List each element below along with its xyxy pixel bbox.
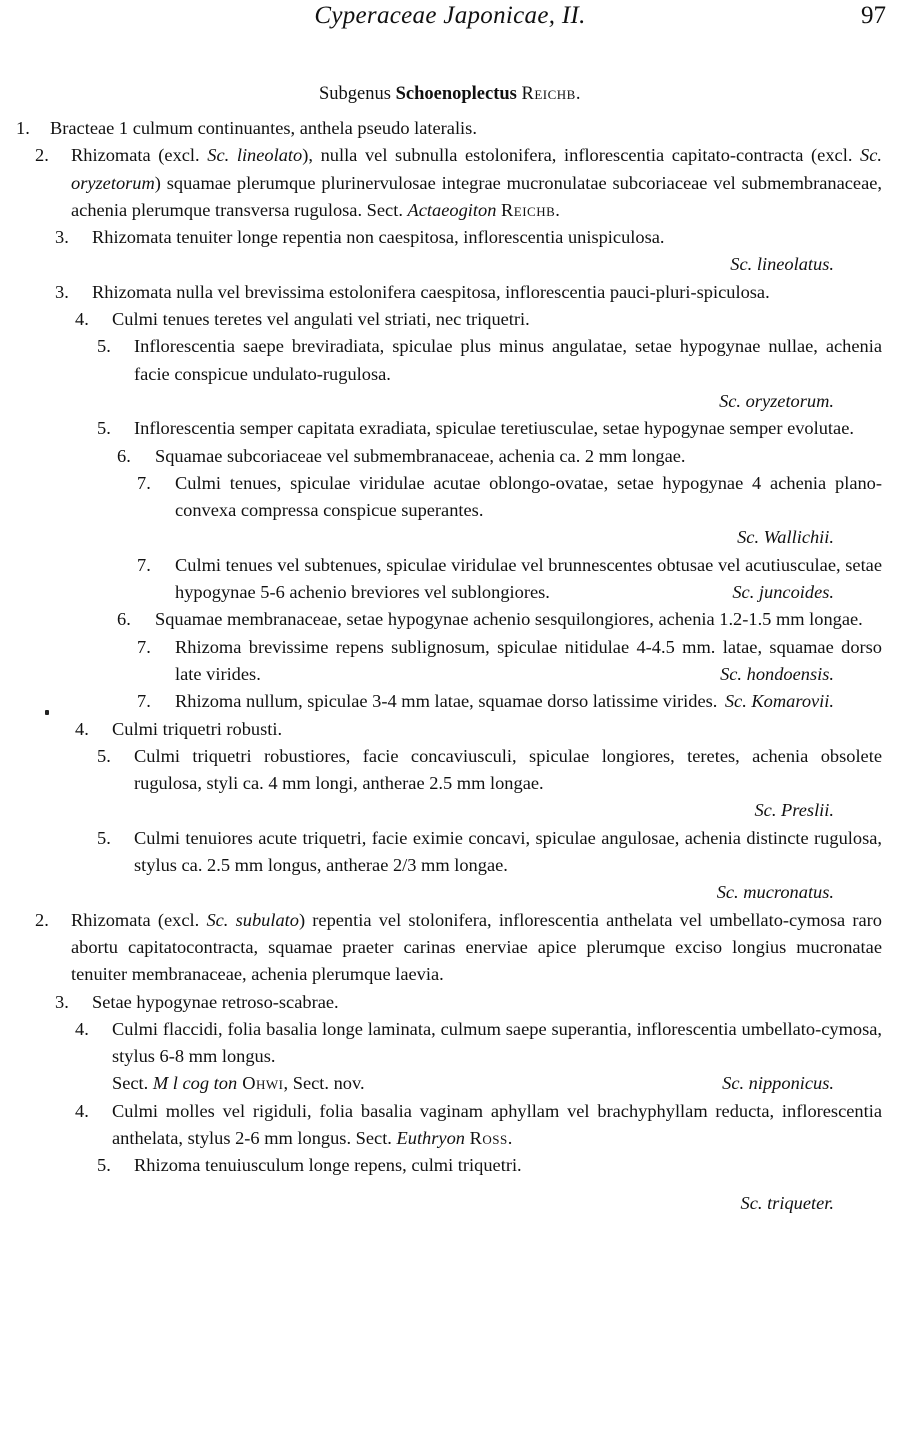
taxon-name: Sc. triqueter. [740,1192,834,1213]
couplet-text [155,443,882,470]
section-name: M l cog ton [152,1073,238,1094]
italic-name: Euthryon [396,1127,465,1148]
key-couplet [0,634,900,689]
key-couplet [0,279,900,306]
taxon-line [0,879,900,906]
taxon-name: Sc. Wallichii. [737,527,834,548]
couplet-number: 6. [117,609,131,630]
section-author: Ohwi [237,1073,284,1094]
couplet-text [134,333,882,388]
key-couplet [0,443,900,470]
entry-text: Bracteae 1 culmum continuantes, anthela pseudo lateralis. [50,118,477,138]
key-couplet [0,552,900,607]
couplet-text [92,279,882,306]
author-abbr: Ross. [469,1127,513,1148]
taxon-name: Sc. Preslii. [754,800,834,821]
taxon-line [0,388,900,415]
italic-name: Sc. subulato [206,909,299,930]
couplet-number: 2. [35,909,49,930]
author-abbr: Reichb. [501,199,561,220]
couplet-text [112,1016,882,1071]
entry-text: Squamae membranaceae, setae hypogynae achenio sesquilongiores, achenia 1.2-1.5 mm longae. [155,609,863,630]
italic-name: Sc. oryzetorum [71,145,883,193]
key-couplet [0,224,900,251]
entry-text: Rhizoma nullum, spiculae 3-4 mm latae, squamae dorso latissime virides. [175,691,718,712]
subgenus-author: Reichb. [521,84,581,104]
couplet-text [175,634,882,689]
subgenus-prefix: Subgenus [319,84,391,104]
text-run: ) repentia vel stolonifera, inflorescentia anthelata vel umbellato-cymosa raro abortu capitatocontracta, squamae praeter carinas enerviae apice plerumque exciso longius mucronatae tenuiter membranaceae, achenia plerumque laevia. [71,909,883,985]
taxon-line [0,251,900,278]
couplet-number: 6. [117,445,131,466]
couplet-text [112,716,882,743]
taxon-name: Sc. oryzetorum. [719,390,834,411]
key-couplet [0,333,900,388]
couplet-number: 3. [55,281,69,302]
entry-text: Squamae subcoriaceae vel submembranaceae, achenia ca. 2 mm longae. [155,445,686,466]
running-head [0,2,900,42]
couplet-text [155,606,882,633]
couplet-text [50,115,882,142]
key-couplet [0,825,900,880]
section-line [0,1070,900,1097]
couplet-number: 5. [97,745,111,766]
couplet-text [175,688,882,715]
key-couplet [0,989,900,1016]
section-prefix: Sect. [112,1073,153,1094]
entry-text: Culmi tenues teretes vel angulati vel striati, nec triquetri. [112,309,530,330]
couplet-text [92,989,882,1016]
subgenus-heading [0,84,900,105]
key-couplet [0,142,900,224]
taxon-name: Sc. nipponicus. [722,1073,834,1094]
couplet-text [92,224,882,251]
couplet-number: 5. [97,827,111,848]
couplet-number: 5. [97,418,111,439]
couplet-number: 5. [97,1155,111,1176]
italic-name: Sc. lineolato [207,145,303,166]
couplet-number: 7. [137,472,151,493]
couplet-text [134,1152,882,1179]
section-text [112,1070,882,1097]
entry-text: Culmi triquetri robustiores, facie concaviusculi, spiculae longiores, teretes, achenia obsolete rugulosa, styli ca. 4 mm longi, antherae 2.5 mm longae. [134,745,882,794]
couplet-number: 4. [75,309,89,330]
key-couplet [0,115,900,142]
section-suffix: , Sect. nov. [283,1073,365,1094]
couplet-number: 2. [35,145,49,166]
couplet-text [112,1098,882,1153]
taxon-name: Sc. hondoensis. [720,663,834,684]
entry-text: Culmi triquetri robusti. [112,718,283,739]
couplet-number: 1. [16,118,30,138]
couplet-number: 7. [137,636,151,657]
taxon-name: Sc. juncoides. [732,582,834,603]
print-speck [45,710,49,715]
key-couplet [0,1152,900,1179]
couplet-number: 7. [137,554,151,575]
key-couplet [0,1016,900,1071]
key-couplet [0,907,900,989]
couplet-number: 7. [137,691,151,712]
key-couplet [0,470,900,525]
text-run: Rhizomata (excl. [71,909,207,930]
couplet-text [112,306,882,333]
couplet-text [175,470,882,525]
key-couplet [0,716,900,743]
key-couplet [0,415,900,442]
entry-text: Rhizomata nulla vel brevissima estolonifera caespitosa, inflorescentia pauci-pluri-spiculosa. [92,281,770,302]
text-run: ) squamae plerumque plurinervulosae integrae mucronulatae subcoriaceae vel submembranaceae, achenia plerumque transversa rugulosa. Sect. [71,172,882,220]
text-run: Culmi molles vel rigiduli, folia basalia vaginam aphyllam vel brachyphyllam reducta, inflorescentia anthelata, stylus 2-6 mm longus. Sect. [112,1100,882,1148]
entry-text: Inflorescentia saepe breviradiata, spiculae plus minus angulatae, setae hypogynae nullae, achenia facie conspicue undulato-rugulosa. [134,336,882,384]
couplet-number: 3. [55,991,69,1012]
couplet-number: 4. [75,718,89,739]
page-number: 97 [861,2,886,29]
entry-text: Culmi tenuiores acute triquetri, facie eximie concavi, spiculae angulosae, achenia distincte rugulosa, stylus ca. 2.5 mm longus, antherae 2/3 mm longae. [134,827,882,876]
key-couplet [0,306,900,333]
text-run: Rhizomata (excl. [71,145,208,166]
italic-name: Actaeogiton [407,199,497,220]
dichotomous-key [0,115,900,1217]
entry-text: Setae hypogynae retroso-scabrae. [92,991,339,1012]
couplet-text [71,142,882,224]
key-couplet [0,1098,900,1153]
couplet-text [134,415,882,442]
couplet-number: 5. [97,336,111,357]
taxon-name: Sc. Komarovii. [724,691,834,712]
entry-text: Culmi flaccidi, folia basalia longe laminata, culmum saepe superantia, inflorescentia umbellato-cymosa, stylus 6-8 mm longus. [112,1018,882,1067]
couplet-number: 3. [55,227,69,248]
taxon-name: Sc. lineolatus. [730,254,834,275]
entry-text: Culmi tenues, spiculae viridulae acutae oblongo-ovatae, setae hypogynae 4 achenia plano-convexa compressa conspicue superantes. [175,472,882,521]
taxon-line [0,1190,900,1217]
key-couplet [0,688,900,715]
couplet-text [134,743,882,798]
couplet-text [134,825,882,880]
entry-text: Rhizoma tenuiusculum longe repens, culmi triquetri. [134,1155,522,1176]
spacer [0,1180,900,1190]
entry-text: Rhizoma brevissime repens sublignosum, spiculae nitidulae 4-4.5 mm. latae, squamae dorso late virides. [175,636,882,684]
taxon-name: Sc. mucronatus. [716,882,834,903]
entry-text: Rhizomata tenuiter longe repentia non caespitosa, inflorescentia unispiculosa. [92,227,665,248]
running-title: Cyperaceae Japonicae, II. [314,2,586,29]
couplet-text [71,907,882,989]
taxon-line [0,524,900,551]
entry-text: Culmi tenues vel subtenues, spiculae viridulae vel brunnescentes obtusae vel acutiusculae, setae hypogynae 5-6 achenio breviores vel sublongiores. [175,554,882,603]
couplet-text [175,552,882,607]
entry-text: Inflorescentia semper capitata exradiata, spiculae teretiusculae, setae hypogynae semper evolutae. [134,418,854,439]
text-run: ), nulla vel subnulla estolonifera, inflorescentia capitato-contracta (excl. [302,145,861,166]
couplet-number: 4. [75,1100,89,1121]
taxon-line [0,797,900,824]
subgenus-name: Schoenoplectus [395,84,517,104]
couplet-number: 4. [75,1018,89,1039]
key-couplet [0,743,900,798]
key-couplet [0,606,900,633]
